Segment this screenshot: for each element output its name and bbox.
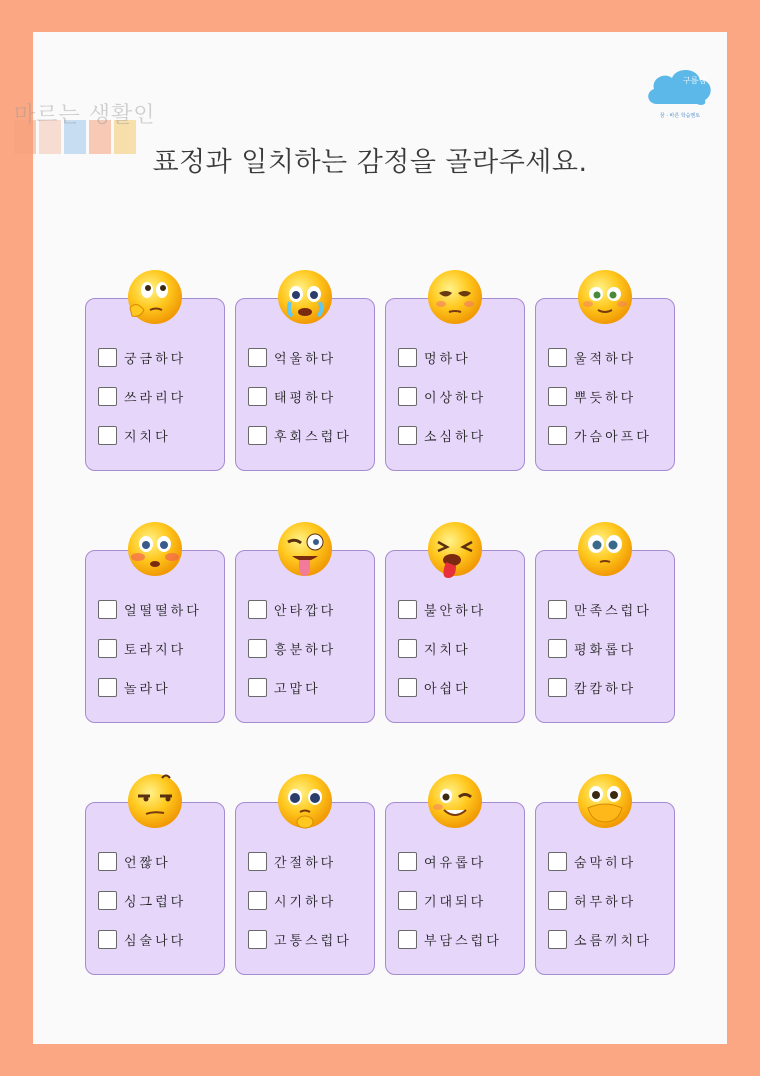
emotion-option[interactable] <box>98 891 186 910</box>
option-label: 불안하다 <box>424 604 487 619</box>
option-label: 고맙다 <box>274 682 321 697</box>
option-label: 억울하다 <box>274 352 337 367</box>
emotion-option[interactable] <box>398 348 471 367</box>
checkbox[interactable] <box>398 930 417 949</box>
checkbox[interactable] <box>548 930 567 949</box>
emotion-option[interactable] <box>398 891 486 910</box>
checkbox[interactable] <box>548 678 567 697</box>
option-label: 흥분하다 <box>274 643 337 658</box>
emotion-option[interactable] <box>548 852 636 871</box>
option-label: 가슴아프다 <box>574 430 652 445</box>
unamused-face-icon <box>126 772 184 830</box>
option-label: 캄캄하다 <box>574 682 637 697</box>
checkbox[interactable] <box>248 348 267 367</box>
emotion-option[interactable] <box>98 426 171 445</box>
option-label: 심술나다 <box>124 934 187 949</box>
crazy-tongue-face-icon <box>276 520 334 578</box>
emotion-option[interactable] <box>248 891 336 910</box>
checkbox[interactable] <box>548 891 567 910</box>
emotion-option[interactable] <box>98 387 186 406</box>
checkbox[interactable] <box>98 387 117 406</box>
emotion-option[interactable] <box>398 678 471 697</box>
option-label: 언짢다 <box>124 856 171 871</box>
emotion-option[interactable] <box>98 600 202 619</box>
emotion-option[interactable] <box>548 387 636 406</box>
emotion-option[interactable] <box>98 348 186 367</box>
checkbox[interactable] <box>398 678 417 697</box>
emotion-option[interactable] <box>248 426 352 445</box>
option-label: 멍하다 <box>424 352 471 367</box>
checkbox[interactable] <box>98 426 117 445</box>
option-label: 울적하다 <box>574 352 637 367</box>
checkbox[interactable] <box>248 930 267 949</box>
emotion-option[interactable] <box>398 426 486 445</box>
emotion-option[interactable] <box>248 678 321 697</box>
checkbox[interactable] <box>398 600 417 619</box>
checkbox[interactable] <box>98 600 117 619</box>
logo-text: 구름쌤 <box>682 76 706 85</box>
emotion-option[interactable] <box>248 600 336 619</box>
option-label: 얼떨떨하다 <box>124 604 202 619</box>
checkbox[interactable] <box>248 600 267 619</box>
cloud-icon <box>645 64 715 110</box>
cloud-logo <box>645 64 715 124</box>
flushed-face-icon <box>126 520 184 578</box>
option-label: 숨막히다 <box>574 856 637 871</box>
checkbox[interactable] <box>248 639 267 658</box>
checkbox[interactable] <box>98 930 117 949</box>
option-label: 만족스럽다 <box>574 604 652 619</box>
emotion-option[interactable] <box>98 639 186 658</box>
emotion-option[interactable] <box>398 930 502 949</box>
crying-face-icon <box>276 268 334 326</box>
checkbox[interactable] <box>548 387 567 406</box>
emotion-option[interactable] <box>248 639 336 658</box>
checkbox[interactable] <box>248 891 267 910</box>
option-label: 이상하다 <box>424 391 487 406</box>
watermark-text: 마르는 생활인 <box>14 103 156 128</box>
emotion-option[interactable] <box>548 348 636 367</box>
checkbox[interactable] <box>548 348 567 367</box>
checkbox[interactable] <box>398 426 417 445</box>
emotion-option[interactable] <box>398 852 486 871</box>
emotion-option[interactable] <box>398 387 486 406</box>
emotion-option[interactable] <box>98 678 171 697</box>
emotion-option[interactable] <box>398 639 471 658</box>
emotion-option[interactable] <box>548 600 652 619</box>
checkbox[interactable] <box>248 852 267 871</box>
checkbox[interactable] <box>548 639 567 658</box>
option-label: 간절하다 <box>274 856 337 871</box>
option-label: 평화롭다 <box>574 643 637 658</box>
option-label: 싱그럽다 <box>124 895 187 910</box>
checkbox[interactable] <box>248 678 267 697</box>
pleading-face-icon <box>276 772 334 830</box>
option-label: 소심하다 <box>424 430 487 445</box>
emotion-option[interactable] <box>398 600 486 619</box>
option-label: 놀라다 <box>124 682 171 697</box>
option-label: 부담스럽다 <box>424 934 502 949</box>
option-label: 후회스럽다 <box>274 430 352 445</box>
checkbox[interactable] <box>248 426 267 445</box>
sleepy-face-icon <box>426 268 484 326</box>
checkbox[interactable] <box>398 348 417 367</box>
emotion-option[interactable] <box>548 891 636 910</box>
option-label: 허무하다 <box>574 895 637 910</box>
winking-face-icon <box>426 772 484 830</box>
exhausted-face-icon <box>426 520 484 578</box>
option-label: 토라지다 <box>124 643 187 658</box>
emotion-option[interactable] <box>548 639 636 658</box>
hand-over-mouth-face-icon <box>576 772 634 830</box>
option-label: 쓰라리다 <box>124 391 187 406</box>
shy-face-icon <box>576 268 634 326</box>
option-label: 소름끼치다 <box>574 934 652 949</box>
emotion-option[interactable] <box>548 426 652 445</box>
emotion-option[interactable] <box>548 678 636 697</box>
emotion-option[interactable] <box>548 930 652 949</box>
checkbox[interactable] <box>98 348 117 367</box>
option-label: 지치다 <box>124 430 171 445</box>
checkbox[interactable] <box>398 387 417 406</box>
option-label: 궁금하다 <box>124 352 187 367</box>
emotion-option[interactable] <box>248 930 352 949</box>
emotion-option[interactable] <box>98 930 186 949</box>
emotion-option[interactable] <box>248 348 336 367</box>
checkbox[interactable] <box>398 639 417 658</box>
option-label: 지치다 <box>424 643 471 658</box>
checkbox[interactable] <box>248 387 267 406</box>
page-title: 표정과 일치하는 감정을 골라주세요. <box>152 147 588 178</box>
checkbox[interactable] <box>98 639 117 658</box>
emotion-option[interactable] <box>98 852 171 871</box>
checkbox[interactable] <box>398 852 417 871</box>
option-label: 아쉽다 <box>424 682 471 697</box>
checkbox[interactable] <box>548 426 567 445</box>
checkbox[interactable] <box>98 891 117 910</box>
option-label: 시기하다 <box>274 895 337 910</box>
checkbox[interactable] <box>548 600 567 619</box>
option-label: 뿌듯하다 <box>574 391 637 406</box>
option-label: 안타깝다 <box>274 604 337 619</box>
option-label: 기대되다 <box>424 895 487 910</box>
option-label: 여유롭다 <box>424 856 487 871</box>
emotion-option[interactable] <box>248 852 336 871</box>
big-eyes-face-icon <box>576 520 634 578</box>
option-label: 태평하다 <box>274 391 337 406</box>
thinking-face-icon <box>126 268 184 326</box>
logo-subtext: 꿈 · 바른 학습멘토 <box>659 113 701 119</box>
emotion-option[interactable] <box>248 387 336 406</box>
checkbox[interactable] <box>98 852 117 871</box>
checkbox[interactable] <box>98 678 117 697</box>
checkbox[interactable] <box>398 891 417 910</box>
checkbox[interactable] <box>548 852 567 871</box>
option-label: 고통스럽다 <box>274 934 352 949</box>
